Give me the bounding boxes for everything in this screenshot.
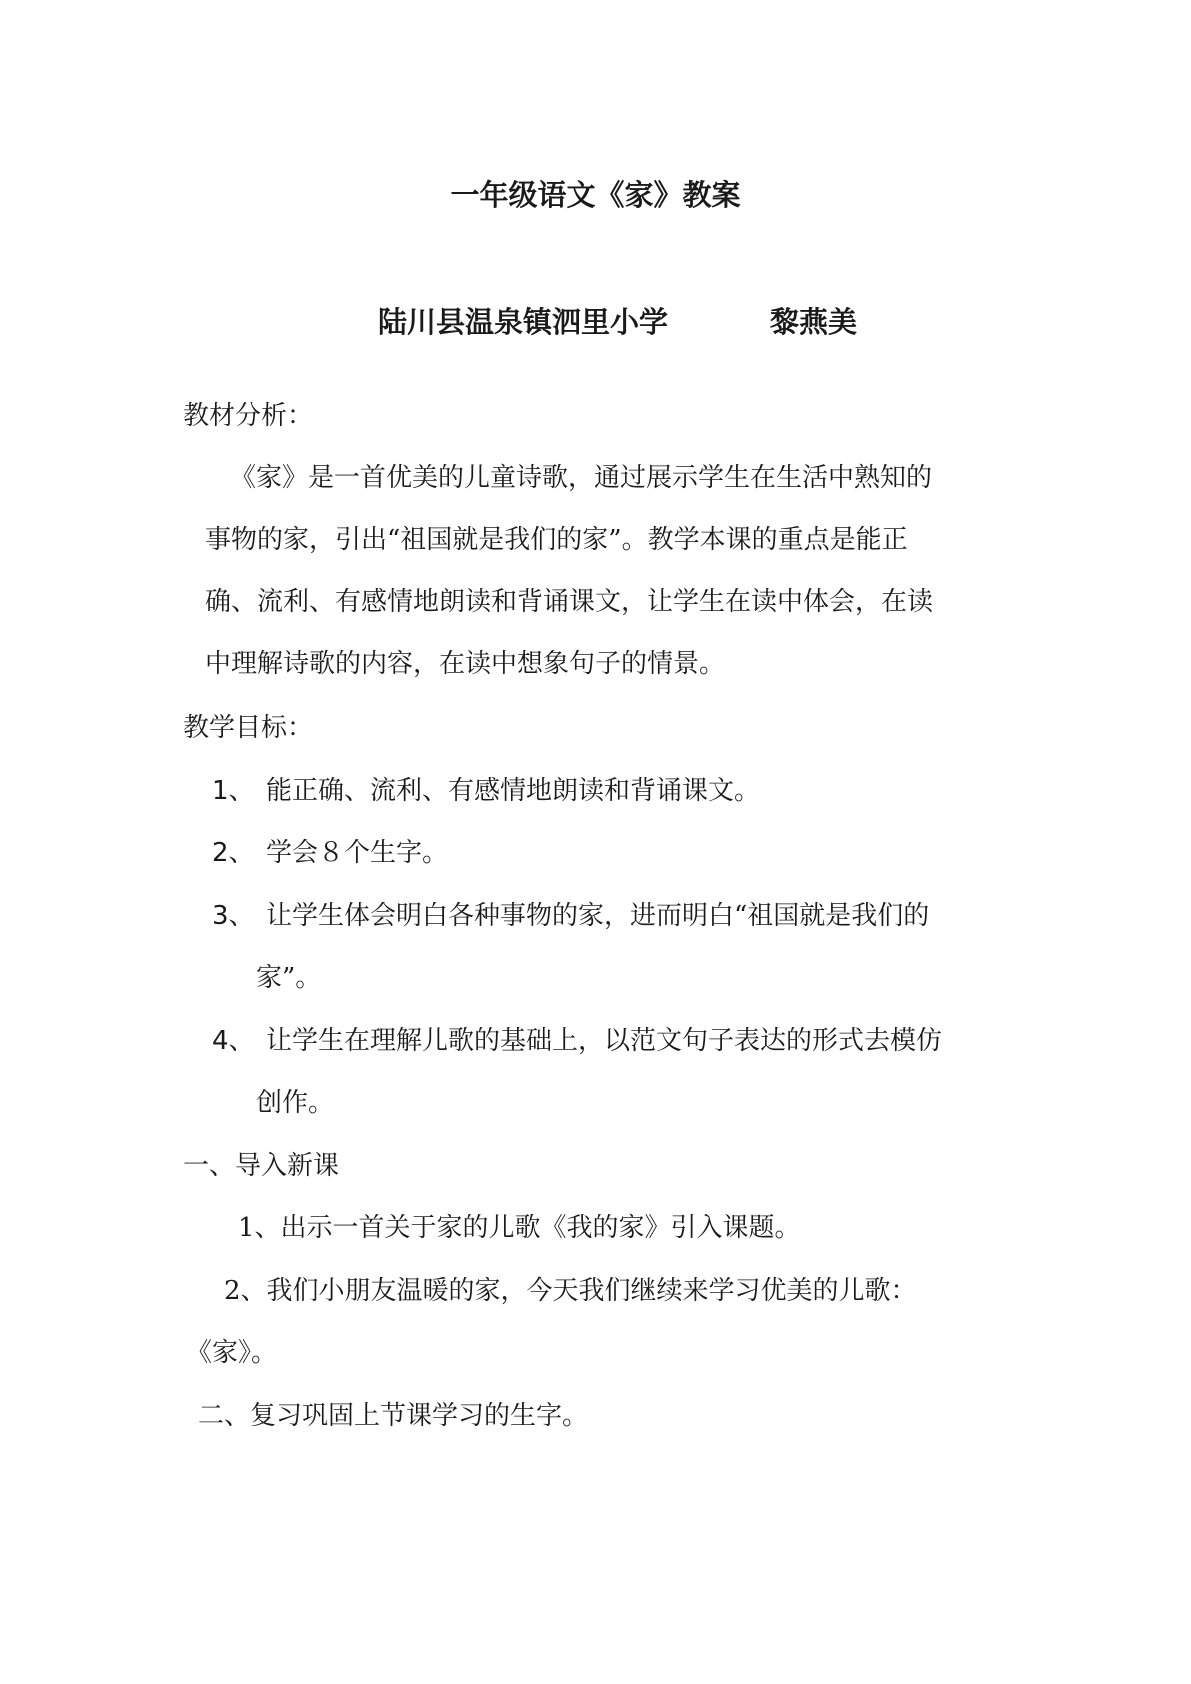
goal-number: 2、 [212, 838, 255, 868]
analysis-line: 确、流利、有感情地朗读和背诵课文，让学生在读中体会，在读 [205, 587, 934, 617]
goal-number: 1、 [212, 776, 255, 806]
analysis-line: 中理解诗歌的内容，在读中想象句子的情景。 [205, 649, 726, 679]
section-heading: 一、导入新课 [183, 1151, 340, 1181]
goal-text: 能正确、流利、有感情地朗读和背诵课文。 [266, 776, 761, 806]
goal-text: 家”。 [256, 963, 322, 993]
goal-text: 创作。 [256, 1088, 335, 1118]
document-title: 一年级语文《家》教案 [450, 178, 741, 212]
goal-text: 学会８个生字。 [266, 838, 449, 868]
goal-text: 让学生体会明白各种事物的家，进而明白“祖国就是我们的 [266, 901, 930, 931]
section-heading: 二、复习巩固上节课学习的生字。 [198, 1401, 589, 1431]
author-name: 黎燕美 [770, 305, 858, 339]
goal-text: 让学生在理解儿歌的基础上，以范文句子表达的形式去模仿 [266, 1026, 943, 1056]
goals-heading: 教学目标： [183, 713, 314, 743]
section-line: 1、出示一首关于家的儿歌《我的家》引入课题。 [238, 1213, 801, 1243]
goal-number: 3、 [212, 901, 255, 931]
section-line: 《家》。 [186, 1338, 278, 1368]
school-name: 陆川县温泉镇泗里小学 [378, 305, 669, 339]
section-line: 2、我们小朋友温暖的家，今天我们继续来学习优美的儿歌： [224, 1276, 917, 1306]
goal-number: 4、 [212, 1026, 255, 1056]
analysis-line: 《家》是一首优美的儿童诗歌，通过展示学生在生活中熟知的 [230, 463, 933, 493]
analysis-heading: 教材分析： [183, 401, 314, 431]
analysis-line: 事物的家，引出“祖国就是我们的家”。教学本课的重点是能正 [205, 525, 908, 555]
